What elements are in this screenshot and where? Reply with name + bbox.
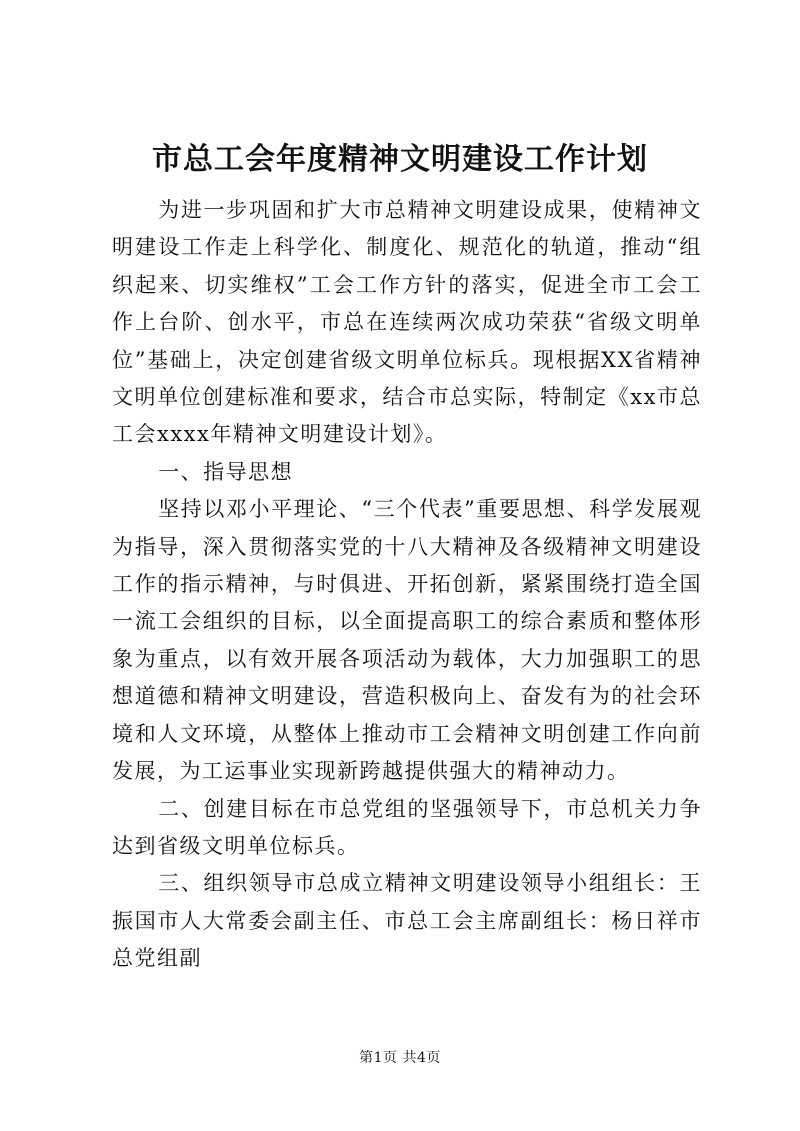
document-title: 市总工会年度精神文明建设工作计划 xyxy=(152,142,648,177)
guiding-ideology-paragraph: 坚持以邓小平理论、“三个代表”重要思想、科学发展观为指导，深入贯彻落实党的十八大精神及各级精神文明建设工作的指示精神，与时俱进、开拓创新，紧紧围绕打造全国一流工会组织的目标，以全面提高职工的综合素质和整体形象为重点，以有效开展各项活动为载体，大力加强职工的思想道德和精神文明建设，营造积极向上、奋发有为的社会环境和人文环境，从整体上推动市工会精神文明创建工作向前发展，为工运事业实现新跨越提供强大的精神动力。 xyxy=(112,497,702,784)
organization-leadership-paragraph: 三、组织领导市总成立精神文明建设领导小组组长：王振国市人大常委会副主任、市总工会主席副组长：杨日祥市总党组副 xyxy=(112,871,702,971)
document-body xyxy=(112,192,702,978)
page-number-footer: 第1页 共4页 xyxy=(359,1050,441,1066)
intro-paragraph: 为进一步巩固和扩大市总精神文明建设成果，使精神文明建设工作走上科学化、制度化、规范化的轨道，推动“组织起来、切实维权”工会工作方针的落实，促进全市工会工作上台阶、创水平，市总在连续两次成功荣获“省级文明单位”基础上，决定创建省级文明单位标兵。现根据XX省精神文明单位创建标准和要求，结合市总实际，特制定《xx市总工会xxxx年精神文明建设计划》。 xyxy=(112,198,702,447)
creation-goal-paragraph: 二、创建目标在市总党组的坚强领导下，市总机关力争达到省级文明单位标兵。 xyxy=(112,796,702,858)
section-heading-guiding-ideology: 一、指导思想 xyxy=(158,459,294,484)
